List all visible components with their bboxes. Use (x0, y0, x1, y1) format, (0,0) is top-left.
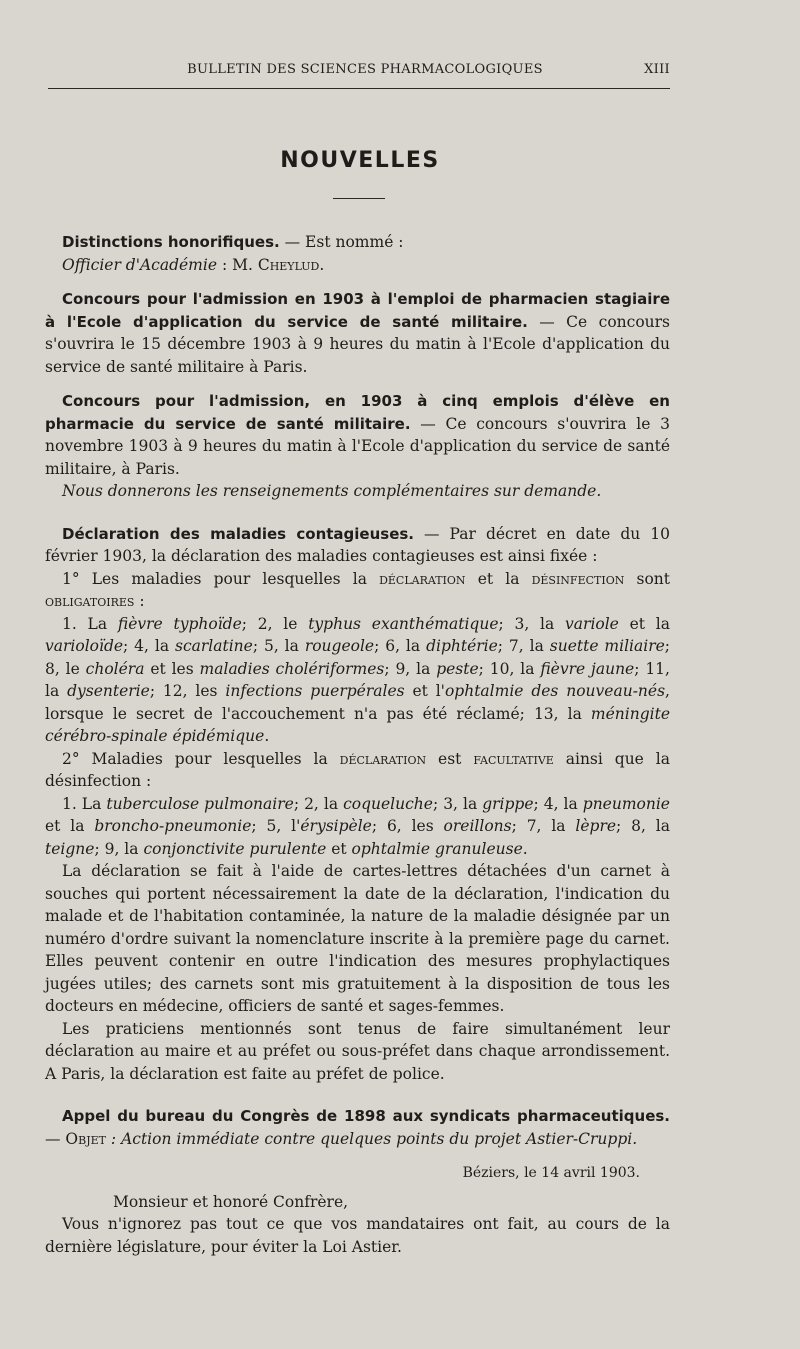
paragraph-declaration (45, 523, 670, 568)
text-concours-stagiaire: — Ce concours s'ouvrira le 15 décembre 1903 à 9 heures du matin à l'Ecole d'application du service de santé militaire à Paris. (45, 312, 670, 376)
disease-name: rougeole (304, 637, 375, 655)
paragraph-letter: Vous n'ignorez pas tout ce que vos mandataires ont fait, au cours de la dernière législature, pour éviter la Loi Astier. (45, 1215, 670, 1256)
heading-distinctions: Distinctions honorifiques. (62, 233, 280, 251)
disease-name: fièvre jaune (540, 659, 635, 678)
list-text: et la (618, 614, 670, 633)
list-text: ; 2, le (241, 614, 309, 633)
list-text: ; 8, le (45, 637, 671, 678)
paragraph-facultative (45, 748, 670, 793)
paragraph-praticiens: Les praticiens mentionnés sont tenus de faire simultanément leur déclaration au maire et au préfet ou sous-préfet dans chaque arrondissement. A Paris, la déclaration est faite au préfet de police. (45, 1019, 670, 1083)
disease-name: typhus exanthématique (308, 614, 499, 633)
paragraph-appel (45, 1105, 670, 1150)
text: désinfection (531, 569, 625, 588)
text-end: . (319, 255, 325, 274)
disease-name: oreillons (443, 817, 512, 835)
disease-name: varioloïde (45, 637, 124, 655)
disease-name: maladies cholériformes (199, 659, 385, 678)
disease-name: suette miliaire (549, 637, 665, 655)
disease-name: pneumonie (582, 794, 670, 813)
list-text: ; 8, la (616, 817, 670, 835)
text-distinctions: — Est nommé : (279, 233, 404, 251)
text: ainsi que la désinfection : (45, 749, 670, 790)
page-number: XIII (644, 62, 670, 77)
disease-name: diphtérie (426, 637, 498, 655)
journal-title: BULLETIN DES SCIENCES PHARMACOLOGIQUES (187, 62, 543, 77)
disease-name: ophtalmie granuleuse (351, 839, 523, 858)
title-rule (333, 198, 385, 199)
paragraph-concours-eleve (45, 390, 670, 480)
text-sep: : M. (217, 255, 258, 274)
paragraph-cartes: La déclaration se fait à l'aide de cartes-lettres détachées d'un carnet à souches qui portent nécessairement la date de la déclaration, l'indication du malade et de l'habitation contaminée, la nature de la maladie désignée par un numéro d'ordre suivant la nomenclature inscrite à la première page du carnet. Elles peuvent contenir en outre l'indication des mesures prophylactiques jugées utiles; des carnets sont mis gratuitement à la disposition de tous les docteurs en médecine, officiers de santé et sages-femmes. (45, 862, 670, 1015)
disease-name: broncho-pneumonie (94, 817, 252, 835)
objet-label: — Objet (45, 1129, 106, 1148)
text-concours-eleve: — Ce concours s'ouvrira le 3 novembre 1903 à 9 heures du matin à l'Ecole d'application du service de santé militaire, à Paris. (45, 414, 670, 478)
running-header (60, 60, 670, 84)
list-text: 1. La (62, 614, 118, 633)
person-name: Cheylud (257, 255, 320, 274)
disease-name: scarlatine (175, 637, 253, 655)
list-text: ; 5, l' (251, 817, 301, 835)
text: 1° Les maladies pour lesquelles la (62, 569, 380, 588)
list-text: ; 3, la (432, 794, 483, 813)
role-title: Officier d'Académie (62, 255, 218, 274)
disease-name: tuberculose pulmonaire (106, 794, 294, 813)
list-obligatoires (45, 613, 670, 748)
heading-concours-stagiaire: Concours pour l'admission en 1903 à l'emploi de pharmacien stagiaire à l'Ecole d'application du service de santé militaire. (45, 290, 670, 331)
disease-name: infections puerpérales (225, 682, 405, 700)
list-text: ; 9, la (384, 659, 437, 678)
text: : (134, 592, 145, 610)
list-text: et les (144, 659, 200, 678)
list-text: ; 10, la (478, 659, 541, 678)
section-title: NOUVELLES (280, 148, 440, 173)
paragraph-concours-stagiaire (45, 288, 670, 378)
disease-name: peste (436, 659, 479, 678)
list-text: . (264, 727, 270, 745)
list-text: ; 9, la (94, 839, 144, 858)
text: obligatoires (45, 592, 135, 610)
list-text: et l' (404, 682, 445, 700)
paragraph-renseignements (45, 480, 670, 503)
text: et la (465, 569, 532, 588)
list-text: ; 3, la (498, 614, 566, 633)
text: déclaration (379, 569, 466, 588)
paragraph-distinctions (45, 231, 670, 254)
text: 2° Maladies pour lesquelles la (62, 749, 340, 768)
disease-name: dysenterie (67, 682, 150, 700)
list-text: ; 2, la (293, 794, 344, 813)
paragraph-obligatoires (45, 568, 670, 613)
heading-declaration: Déclaration des maladies contagieuses. (62, 524, 415, 543)
header-rule (48, 88, 670, 89)
salutation: Monsieur et honoré Confrère, (113, 1192, 349, 1211)
disease-name: méningite cérébro-spinale épidémique (45, 704, 670, 745)
disease-name: fièvre typhoïde (117, 614, 242, 633)
disease-name: conjonctivite purulente (143, 839, 327, 858)
disease-name: érysipèle (300, 817, 372, 835)
text: facultative (473, 749, 554, 768)
list-text: . (522, 839, 528, 858)
text: est (426, 749, 474, 768)
list-text: ; 7, la (497, 637, 550, 655)
list-text: 1. La (62, 794, 107, 813)
list-text: ; 6, les (371, 817, 444, 835)
paragraph-officier (45, 254, 670, 277)
disease-name: lèpre (575, 817, 617, 835)
list-text: ; 4, la (533, 794, 583, 813)
text-declaration: — Par décret en date du 10 février 1903, la déclaration des maladies contagieuses est ainsi fixée : (45, 524, 670, 565)
disease-name: grippe (482, 794, 534, 813)
list-text: , lorsque le secret de l'accouchement n'a pas été réclamé; 13, la (45, 682, 670, 723)
list-text: et la (45, 817, 95, 835)
disease-name: coqueluche (343, 794, 433, 813)
list-text: ; 11, la (45, 659, 670, 700)
list-text: ; 12, les (149, 682, 226, 700)
disease-name: variole (565, 614, 619, 633)
list-text: et (326, 839, 352, 858)
dateline: Béziers, le 14 avril 1903. (462, 1165, 640, 1181)
disease-name: teigne (45, 839, 95, 858)
text: déclaration (339, 749, 427, 768)
list-text: ; 4, la (123, 637, 176, 655)
text-renseignements: Nous donnerons les renseignements complémentaires sur demande. (62, 482, 602, 500)
disease-name: choléra (85, 659, 145, 678)
objet-text: : Action immédiate contre quelques points du projet Astier-Cruppi. (106, 1129, 638, 1148)
list-text: ; 6, la (374, 637, 427, 655)
disease-name: ophtalmie des nouveau-nés (444, 682, 666, 700)
list-text: ; 7, la (511, 817, 576, 835)
heading-concours-eleve: Concours pour l'admission, en 1903 à cinq emplois d'élève en pharmacie du service de santé militaire. (45, 392, 670, 433)
list-facultatives (45, 793, 670, 861)
text: sont (624, 569, 670, 588)
article-body (45, 231, 670, 1258)
heading-appel: Appel du bureau du Congrès de 1898 aux syndicats pharmaceutiques. (62, 1107, 670, 1125)
list-text: ; 5, la (252, 637, 305, 655)
